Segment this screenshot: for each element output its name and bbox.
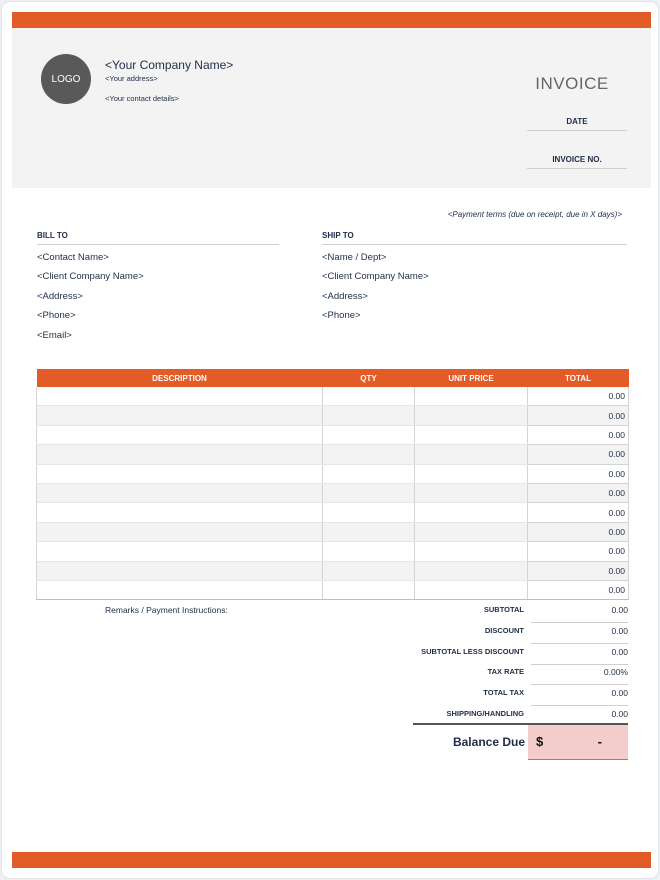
- subtotal-less-discount-value[interactable]: 0.00: [531, 644, 628, 665]
- balance-due-box: [528, 725, 628, 760]
- qty-cell[interactable]: [323, 503, 415, 522]
- qty-cell[interactable]: [323, 406, 415, 425]
- column-header-unit-price: UNIT PRICE: [415, 369, 528, 387]
- qty-cell[interactable]: [323, 542, 415, 561]
- subtotal-label: SUBTOTAL: [483, 605, 524, 614]
- table-row: [37, 387, 629, 406]
- table-row: [37, 522, 629, 541]
- total-cell[interactable]: 0.00: [528, 561, 629, 580]
- unit-price-cell[interactable]: [415, 542, 528, 561]
- bottom-accent-bar: [12, 852, 651, 868]
- bill-to-section: [37, 231, 279, 349]
- total-cell[interactable]: 0.00: [528, 580, 629, 599]
- description-cell[interactable]: [37, 425, 323, 444]
- qty-cell[interactable]: [323, 522, 415, 541]
- bill-to-heading: BILL TO: [37, 231, 279, 245]
- description-cell[interactable]: [37, 542, 323, 561]
- shipping-handling-label: SHIPPING/HANDLING: [446, 709, 524, 718]
- table-row: [37, 445, 629, 464]
- description-cell[interactable]: [37, 580, 323, 599]
- total-cell[interactable]: 0.00: [528, 522, 629, 541]
- unit-price-cell[interactable]: [415, 483, 528, 502]
- unit-price-cell[interactable]: [415, 464, 528, 483]
- description-cell[interactable]: [37, 464, 323, 483]
- company-name[interactable]: <Your Company Name>: [105, 58, 234, 72]
- summary-row-subtotal: [302, 602, 628, 622]
- total-cell[interactable]: 0.00: [528, 503, 629, 522]
- date-field[interactable]: DATE: [527, 117, 627, 131]
- summary-row-total-tax: [302, 685, 628, 705]
- line-items-body: [37, 387, 629, 600]
- invoice-number-field[interactable]: INVOICE NO.: [527, 155, 627, 169]
- total-tax-value[interactable]: 0.00: [531, 685, 628, 706]
- invoice-header: [12, 28, 651, 188]
- unit-price-cell[interactable]: [415, 522, 528, 541]
- unit-price-cell[interactable]: [415, 387, 528, 406]
- ship-to-heading: SHIP TO: [322, 231, 627, 245]
- description-cell[interactable]: [37, 483, 323, 502]
- total-cell[interactable]: 0.00: [528, 542, 629, 561]
- unit-price-cell[interactable]: [415, 406, 528, 425]
- total-cell[interactable]: 0.00: [528, 483, 629, 502]
- unit-price-cell[interactable]: [415, 425, 528, 444]
- total-cell[interactable]: 0.00: [528, 445, 629, 464]
- table-header-row: [37, 369, 629, 387]
- column-header-total: TOTAL: [528, 369, 629, 387]
- table-row: [37, 406, 629, 425]
- total-cell[interactable]: 0.00: [528, 464, 629, 483]
- unit-price-cell[interactable]: [415, 503, 528, 522]
- table-row: [37, 425, 629, 444]
- qty-cell[interactable]: [323, 387, 415, 406]
- invoice-title: INVOICE: [535, 74, 609, 93]
- line-items-table: [36, 369, 629, 600]
- ship-to-section: [322, 231, 627, 330]
- table-row: [37, 464, 629, 483]
- tax-rate-label: TAX RATE: [487, 667, 524, 677]
- bill-to-phone[interactable]: <Phone>: [37, 310, 76, 322]
- discount-label: DISCOUNT: [484, 625, 524, 635]
- table-row: [37, 503, 629, 522]
- total-cell[interactable]: 0.00: [528, 406, 629, 425]
- summary-row-discount: [302, 623, 628, 643]
- shipping-handling-value[interactable]: 0.00: [531, 706, 628, 727]
- balance-due-amount: -: [597, 734, 602, 749]
- qty-cell[interactable]: [323, 464, 415, 483]
- qty-cell[interactable]: [323, 483, 415, 502]
- discount-value[interactable]: 0.00: [531, 623, 628, 644]
- ship-to-address[interactable]: <Address>: [322, 290, 368, 302]
- bill-to-contact[interactable]: <Contact Name>: [37, 252, 109, 263]
- column-header-description: DESCRIPTION: [37, 369, 323, 387]
- description-cell[interactable]: [37, 503, 323, 522]
- balance-currency: $: [536, 734, 544, 749]
- description-cell[interactable]: [37, 387, 323, 406]
- total-tax-label: TOTAL TAX: [483, 688, 524, 698]
- unit-price-cell[interactable]: [415, 445, 528, 464]
- qty-cell[interactable]: [323, 580, 415, 599]
- ship-to-company[interactable]: <Client Company Name>: [322, 271, 429, 283]
- top-accent-bar: [12, 12, 651, 28]
- subtotal-less-discount-label: SUBTOTAL LESS DISCOUNT: [421, 646, 524, 656]
- table-row: [37, 561, 629, 580]
- summary-row-tax-rate: [302, 664, 628, 684]
- company-contact[interactable]: <Your contact details>: [105, 94, 179, 103]
- unit-price-cell[interactable]: [415, 580, 528, 599]
- unit-price-cell[interactable]: [415, 561, 528, 580]
- table-row: [37, 580, 629, 599]
- qty-cell[interactable]: [323, 561, 415, 580]
- table-row: [37, 542, 629, 561]
- total-cell[interactable]: 0.00: [528, 425, 629, 444]
- description-cell[interactable]: [37, 522, 323, 541]
- company-address[interactable]: <Your address>: [105, 74, 158, 83]
- tax-rate-value[interactable]: 0.00%: [531, 664, 628, 685]
- column-header-qty: QTY: [323, 369, 415, 387]
- logo-placeholder[interactable]: LOGO: [41, 54, 91, 104]
- summary-row-subtotal-less-discount: [302, 644, 628, 664]
- ship-to-name[interactable]: <Name / Dept>: [322, 252, 387, 263]
- invoice-page: [2, 2, 658, 878]
- description-cell[interactable]: [37, 445, 323, 464]
- balance-due-label: Balance Due: [452, 735, 525, 749]
- description-cell[interactable]: [37, 561, 323, 580]
- qty-cell[interactable]: [323, 425, 415, 444]
- qty-cell[interactable]: [323, 445, 415, 464]
- total-cell[interactable]: 0.00: [528, 387, 629, 406]
- ship-to-phone[interactable]: <Phone>: [322, 310, 361, 322]
- table-row: [37, 483, 629, 502]
- payment-terms[interactable]: <Payment terms (due on receipt, due in X days)>: [447, 210, 622, 219]
- remarks-label: Remarks / Payment Instructions:: [105, 605, 228, 615]
- description-cell[interactable]: [37, 406, 323, 425]
- subtotal-value[interactable]: 0.00: [531, 602, 628, 623]
- bill-to-email[interactable]: <Email>: [37, 329, 72, 341]
- bill-to-address[interactable]: <Address>: [37, 290, 83, 302]
- bill-to-company[interactable]: <Client Company Name>: [37, 271, 144, 283]
